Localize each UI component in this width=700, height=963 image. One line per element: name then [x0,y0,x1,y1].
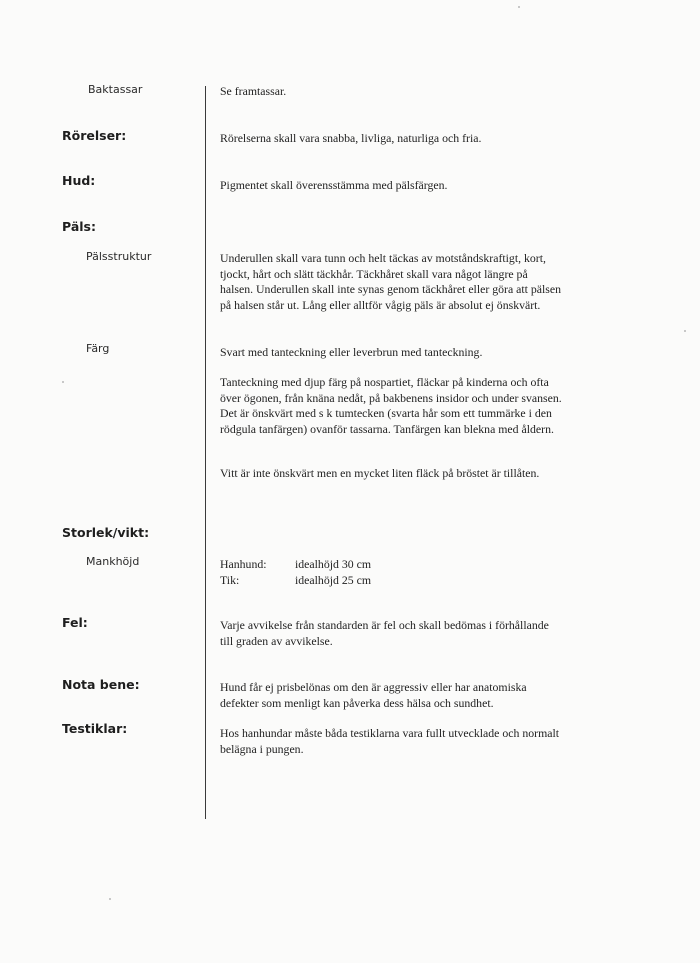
text-hud: Pigmentet skall överensstämma med pälsfärgen. [220,178,448,192]
label-mankhojd: Mankhöjd [86,555,140,568]
text-testiklar: Hos hanhundar måste båda testiklarna vara fullt utvecklade och normalt belägna i pungen. [220,726,560,756]
label-testiklar: Testiklar: [62,721,128,736]
size-key-tik: Tik: [220,572,240,587]
text-palsstruktur: Underullen skall vara tunn och helt täckas av motståndskraftigt, kort, tjockt, hårt och slätt täckhår. Täckhåret skall vara något längre på halsen. Underullen skall inte synas genom täckhåret eller göra att pälsen på halsen står ut. Lång eller alltför vågig päls är absolut ej önskvärt. [220,251,562,312]
label-fel: Fel: [62,615,88,630]
text-farg-3: Vitt är inte önskvärt men en mycket liten fläck på bröstet är tillåten. [220,466,540,480]
scan-speck [62,381,64,383]
size-row-tik [220,573,562,589]
scan-speck [684,330,686,332]
size-key-hanhund: Hanhund: [220,557,267,571]
label-baktassar: Baktassar [88,83,143,96]
scan-speck [518,6,520,8]
text-baktassar: Se framtassar. [220,84,287,98]
label-palsstruktur: Pälsstruktur [86,250,152,263]
label-storlek: Storlek/vikt: [62,525,150,540]
text-farg-1: Svart med tanteckning eller leverbrun med tanteckning. [220,345,483,359]
size-table [220,557,562,588]
label-farg: Färg [86,342,110,355]
size-value-hanhund: idealhöjd 30 cm [295,557,372,571]
size-row-hanhund [220,557,562,573]
label-nota-bene: Nota bene: [62,677,140,692]
text-farg-2: Tanteckning med djup färg på nospartiet, fläckar på kinderna och ofta över ögonen, från knäna nedåt, på bakbenens insidor och under svansen. Det är önskvärt med s k tumtecken (svarta hår som ett tummärke i den rödgula tanfärgen) ovanför tassarna. Tanfärgen kan blekna med åldern. [220,375,562,436]
column-divider [205,86,206,819]
scan-speck [109,898,111,900]
text-nota-bene: Hund får ej prisbelönas om den är aggressiv eller har anatomiska defekter som menligt kan påverka dess hälsa och sundhet. [220,680,527,710]
text-rorelser: Rörelserna skall vara snabba, livliga, naturliga och fria. [220,131,482,145]
label-pals: Päls: [62,219,96,234]
text-fel: Varje avvikelse från standarden är fel och skall bedömas i förhållande till graden av avvikelse. [220,618,549,648]
label-hud: Hud: [62,173,96,188]
size-value-tik: idealhöjd 25 cm [295,572,372,587]
label-rorelser: Rörelser: [62,128,127,143]
